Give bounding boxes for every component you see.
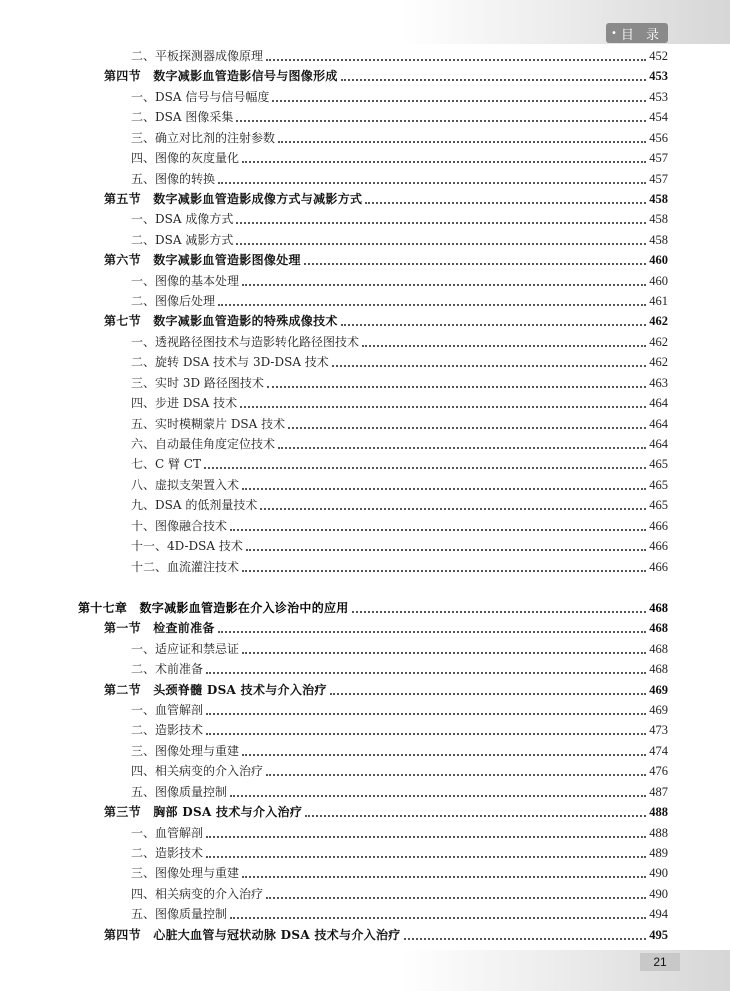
toc-entry-title: 第四节 心脏大血管与冠状动脉 DSA 技术与介入治疗 [104,927,401,942]
dot-leader [272,100,646,102]
toc-entry-page: 494 [649,907,668,922]
toc-entry-title: 四、相关病变的介入治疗 [131,764,264,779]
toc-entry-title: 第七节 数字减影血管造影的特殊成像技术 [104,314,338,329]
toc-entry-title: 二、造影技术 [131,723,204,738]
toc-item-row[interactable] [131,209,668,229]
toc-entry-title: 七、C 臂 CT [131,457,201,472]
dot-leader [242,652,646,654]
dot-leader [218,631,647,633]
toc-item-row[interactable] [131,720,668,740]
toc-item-row[interactable] [131,843,668,863]
toc-item-row[interactable] [131,904,668,924]
toc-item-row[interactable] [131,557,668,577]
toc-item-row[interactable] [131,741,668,761]
toc-entry-title: 一、DSA 成像方式 [131,212,234,227]
toc-item-row[interactable] [131,475,668,495]
toc-entry-title: 十二、血流灌注技术 [131,559,240,574]
dot-leader [246,549,646,551]
toc-entry-page: 468 [649,662,668,677]
dot-leader [288,427,646,429]
toc-section-row[interactable] [104,189,668,209]
toc-item-row[interactable] [131,332,668,352]
toc-item-row[interactable] [131,884,668,904]
toc-entry-title: 二、平板探测器成像原理 [131,49,264,63]
toc-entry-page: 488 [649,805,668,820]
dot-leader [278,447,646,449]
toc-entry-page: 466 [649,559,668,574]
toc-entry-page: 460 [649,253,668,268]
dot-leader [352,611,647,613]
toc-item-row[interactable] [131,639,668,659]
section-tab-label: 目 录 [620,27,664,43]
toc-entry-title: 第一节 检查前准备 [104,621,215,636]
toc-entry-title: 一、血管解剖 [131,825,204,840]
toc-entry-title: 二、DSA 图像采集 [131,110,234,125]
toc-entry-page: 464 [649,396,668,411]
section-tab [606,23,668,43]
toc-entry-page: 465 [649,477,668,492]
toc-entry-title: 六、自动最佳角度定位技术 [131,436,276,451]
toc-section-row[interactable] [104,618,668,638]
toc-item-row[interactable] [131,148,668,168]
dot-leader [341,79,647,81]
dot-leader [206,672,646,674]
toc-entry-page: 465 [649,457,668,472]
dot-leader [236,222,646,224]
toc-entry-page: 453 [649,89,668,104]
toc-entry-page: 465 [649,498,668,513]
dot-leader [242,161,646,163]
dot-leader [330,693,647,695]
toc-entry-title: 四、相关病变的介入治疗 [131,886,264,901]
dot-leader [204,467,646,469]
dot-leader [242,488,646,490]
dot-leader [206,836,646,838]
toc-section-row[interactable] [104,925,668,945]
dot-leader [218,304,646,306]
toc-item-row[interactable] [131,291,668,311]
dot-leader [332,365,646,367]
toc-entry-page: 453 [649,69,668,84]
toc-entry-page: 487 [649,784,668,799]
dot-leader [305,815,646,817]
toc-item-row[interactable] [131,373,668,393]
toc-entry-title: 第二节 头颈脊髓 DSA 技术与介入治疗 [104,682,327,697]
toc-item-row[interactable] [131,659,668,679]
dot-leader [242,570,646,572]
toc-entry-page: 461 [649,294,668,309]
toc-entry-page: 495 [649,927,668,942]
dot-leader [240,406,646,408]
toc-item-row[interactable] [131,128,668,148]
toc-entry-title: 二、旋转 DSA 技术与 3D-DSA 技术 [131,355,329,370]
toc-item-row[interactable] [131,700,668,720]
dot-leader [206,713,646,715]
dot-leader [266,774,646,776]
toc-entry-title: 一、DSA 信号与信号幅度 [131,89,270,104]
toc-section-row[interactable] [104,250,668,270]
toc-entry-page: 463 [649,375,668,390]
toc-item-row[interactable] [131,352,668,372]
toc-entry-page: 458 [649,191,668,206]
toc-entry-page: 454 [649,110,668,125]
toc-entry-page: 468 [649,600,668,615]
toc-entry-title: 三、实时 3D 路径图技术 [131,375,264,390]
toc-entry-title: 三、确立对比剂的注射参数 [131,130,276,145]
toc-entry-title: 九、DSA 的低剂量技术 [131,498,258,513]
toc-entry-page: 452 [649,49,668,63]
toc-entry-title: 三、图像处理与重建 [131,866,240,881]
toc-entry-title: 第十七章 数字减影血管造影在介入诊治中的应用 [78,600,349,615]
toc-item-row[interactable] [131,46,668,66]
toc-entry-title: 第五节 数字减影血管造影成像方式与减影方式 [104,191,363,206]
toc-entry-title: 一、图像的基本处理 [131,273,240,288]
toc-entry-title: 一、透视路径图技术与造影转化路径图技术 [131,334,360,349]
dot-leader [230,529,646,531]
toc-entry-page: 462 [649,314,668,329]
toc-entry-title: 第三节 胸部 DSA 技术与介入治疗 [104,805,303,820]
toc-item-row[interactable] [131,863,668,883]
toc-item-row[interactable] [131,761,668,781]
footer-band [0,950,730,991]
toc-section-row[interactable] [104,66,668,86]
dot-leader [218,182,646,184]
toc-item-row[interactable] [131,271,668,291]
toc-entry-title: 第六节 数字减影血管造影图像处理 [104,253,301,268]
dot-leader [230,795,646,797]
toc-section-row[interactable] [104,311,668,331]
toc-entry-title: 十一、4D-DSA 技术 [131,539,243,554]
toc-entry-page: 462 [649,355,668,370]
toc-item-row[interactable] [131,516,668,536]
toc-item-row[interactable] [131,393,668,413]
toc-entry-title: 一、血管解剖 [131,703,204,718]
toc-entry-title: 四、步进 DSA 技术 [131,396,238,411]
toc-entry-page: 468 [649,621,668,636]
toc-entry-title: 五、图像质量控制 [131,784,228,799]
toc-entry-page: 476 [649,764,668,779]
toc-entry-page: 457 [649,171,668,186]
toc-entry-title: 五、实时模糊蒙片 DSA 技术 [131,416,286,431]
dot-leader [236,243,646,245]
toc-entry-page: 468 [649,641,668,656]
dot-leader [365,202,646,204]
dot-leader [242,754,646,756]
toc-item-row[interactable] [131,782,668,802]
toc-item-row[interactable] [131,87,668,107]
toc-item-row[interactable] [131,107,668,127]
toc-entry-page: 489 [649,845,668,860]
toc-chapter-row[interactable] [78,598,668,618]
toc-item-row[interactable] [131,454,668,474]
toc-entry-title: 二、DSA 减影方式 [131,232,234,247]
toc-entry-page: 464 [649,436,668,451]
toc-item-row[interactable] [131,823,668,843]
dot-leader [404,938,647,940]
dot-leader [341,324,647,326]
dot-leader [266,59,646,61]
toc-entry-title: 五、图像质量控制 [131,907,228,922]
dot-leader [242,284,646,286]
toc-entry-page: 469 [649,682,668,697]
dot-leader [260,508,646,510]
toc-entry-title: 八、虚拟支架置入术 [131,477,240,492]
dot-leader [304,263,646,265]
toc-entry-page: 490 [649,866,668,881]
toc-entry-title: 二、术前准备 [131,662,204,677]
toc-item-row[interactable] [131,414,668,434]
toc-item-row[interactable] [131,434,668,454]
dot-leader [266,897,646,899]
toc-entry-page: 488 [649,825,668,840]
toc-entry-page: 458 [649,212,668,227]
toc-entry-title: 第四节 数字减影血管造影信号与图像形成 [104,69,338,84]
toc-entry-page: 469 [649,703,668,718]
toc-entry-page: 473 [649,723,668,738]
toc-item-row[interactable] [131,230,668,250]
toc-section-row[interactable] [104,802,668,822]
toc-entry-title: 三、图像处理与重建 [131,743,240,758]
toc-item-row[interactable] [131,536,668,556]
toc-entry-page: 458 [649,232,668,247]
toc-entry-page: 457 [649,151,668,166]
dot-leader [278,141,646,143]
toc-entry-title: 四、图像的灰度量化 [131,151,240,166]
toc-entry-page: 464 [649,416,668,431]
toc-entry-title: 五、图像的转换 [131,171,216,186]
toc-entry-page: 474 [649,743,668,758]
toc-item-row[interactable] [131,169,668,189]
toc-entry-page: 466 [649,539,668,554]
page-number: 21 [640,953,680,971]
toc-entry-page: 466 [649,518,668,533]
toc-item-row[interactable] [131,495,668,515]
toc-section-row[interactable] [104,680,668,700]
dot-leader [236,120,646,122]
dot-leader [206,856,646,858]
dot-leader [242,876,646,878]
bullet-icon: • [610,27,617,39]
toc-entry-page: 460 [649,273,668,288]
toc-entry-page: 490 [649,886,668,901]
toc-entry-title: 二、造影技术 [131,845,204,860]
toc-entry-title: 二、图像后处理 [131,294,216,309]
dot-leader [230,917,646,919]
dot-leader [267,386,646,388]
dot-leader [206,733,646,735]
toc-entry-title: 一、适应证和禁忌证 [131,641,240,656]
toc-entry-page: 462 [649,334,668,349]
dot-leader [362,345,646,347]
toc-entry-page: 456 [649,130,668,145]
toc-entry-title: 十、图像融合技术 [131,518,228,533]
